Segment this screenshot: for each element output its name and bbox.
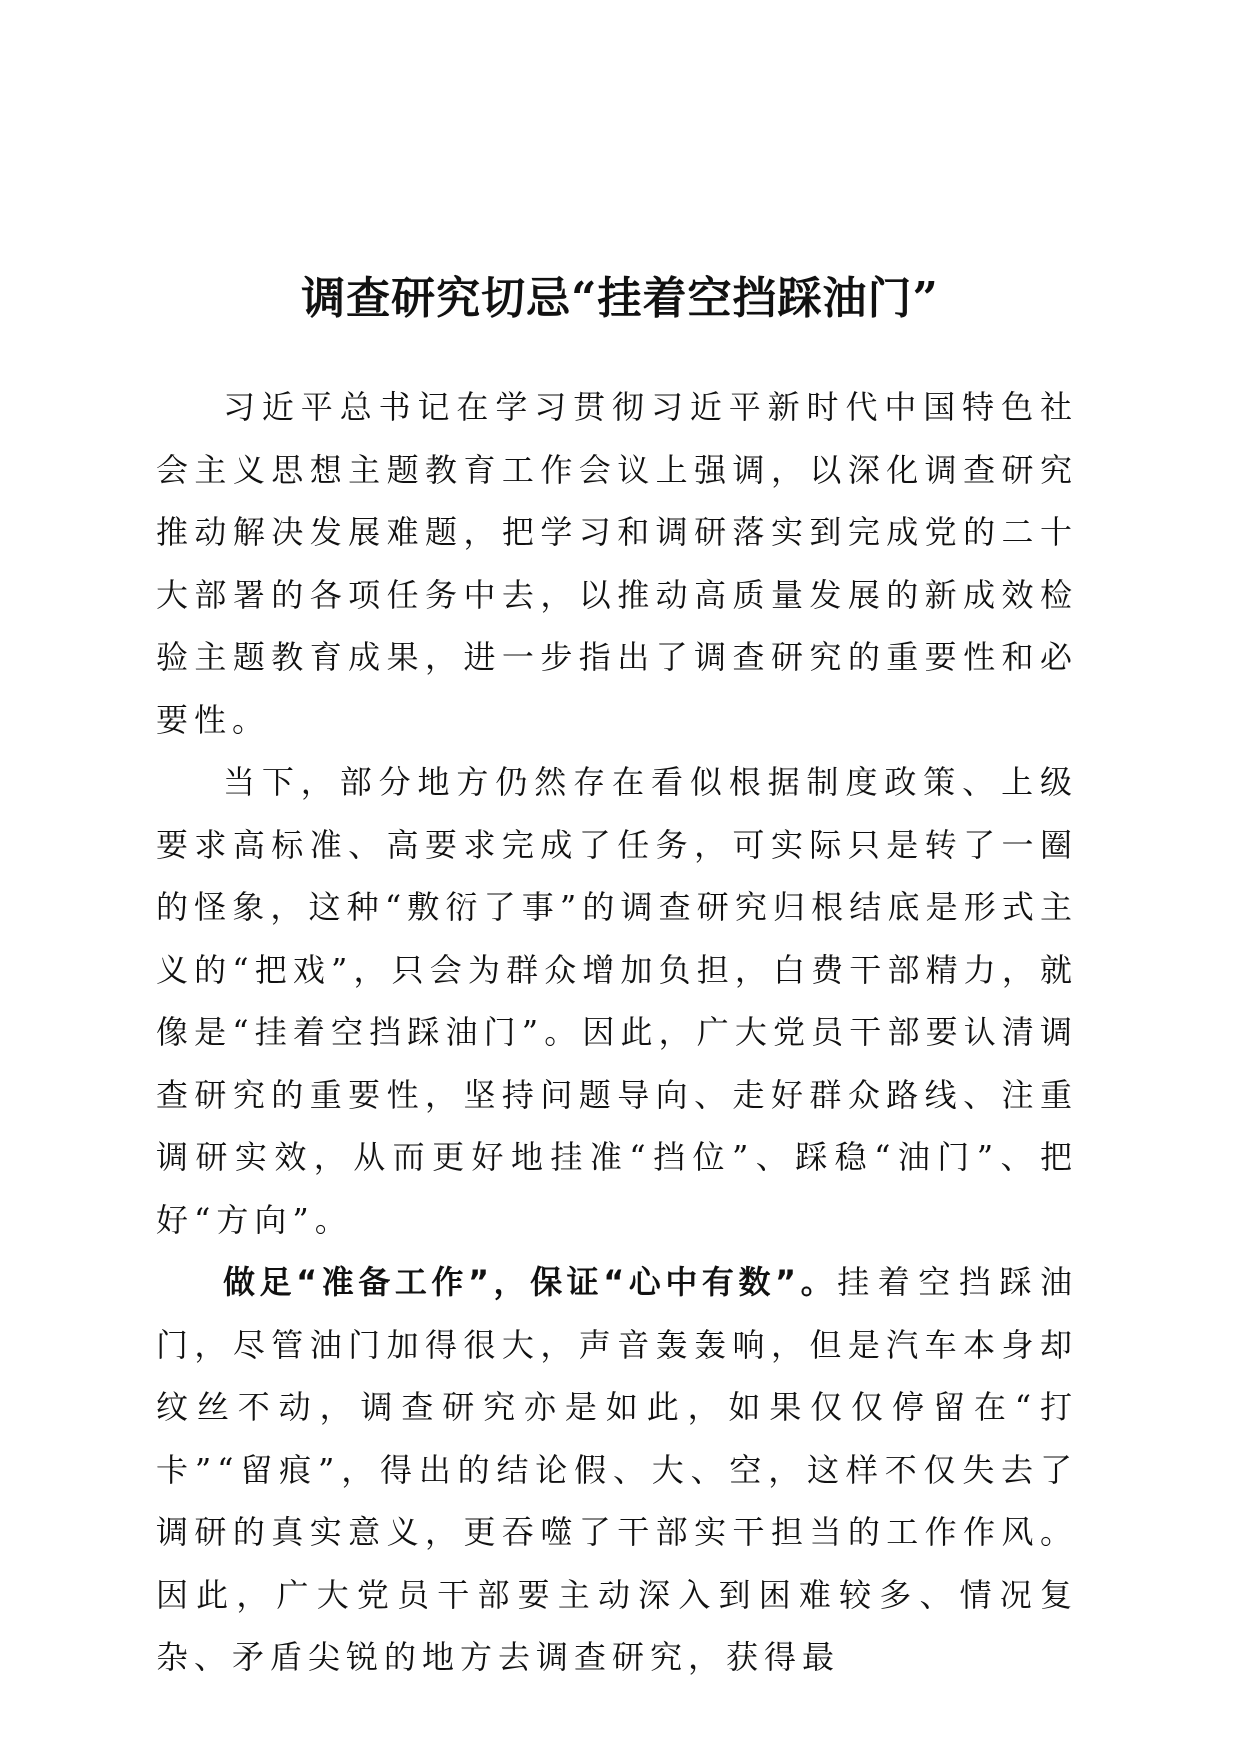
document-title: 调查研究切忌“挂着空挡踩油门” (301, 273, 939, 325)
paragraph-lead: 做足“准备工作”，保证“心中有数”。 (223, 1263, 838, 1301)
paragraph (156, 376, 1078, 751)
paragraph-text: 挂着空挡踩油门，尽管油门加得很大，声音轰轰响，但是汽车本身却纹丝不动，调查研究亦是如此，如果仅仅停留在“打卡”“留痕”，得出的结论假、大、空，这样不仅失去了调研的真实意义，更吞噬了干部实干担当的工作作风。因此，广大党员干部要主动深入到困难较多、情况复杂、矛盾尖锐的地方去调查研究，获得最 (156, 1263, 1078, 1676)
paragraph-text: 习近平总书记在学习贯彻习近平新时代中国特色社会主义思想主题教育工作会议上强调，以深化调查研究推动解决发展难题，把学习和调研落实到完成党的二十大部署的各项任务中去，以推动高质量发展的新成效检验主题教育成果，进一步指出了调查研究的重要性和必要性。 (156, 388, 1078, 739)
paragraph (156, 1251, 1078, 1689)
document-body (156, 376, 1078, 1689)
paragraph (156, 751, 1078, 1251)
paragraph-text: 当下，部分地方仍然存在看似根据制度政策、上级要求高标准、高要求完成了任务，可实际只是转了一圈的怪象，这种“敷衍了事”的调查研究归根结底是形式主义的“把戏”，只会为群众增加负担，白费干部精力，就像是“挂着空挡踩油门”。因此，广大党员干部要认清调查研究的重要性，坚持问题导向、走好群众路线、注重调研实效，从而更好地挂准“挡位”、踩稳“油门”、把好“方向”。 (156, 763, 1078, 1239)
